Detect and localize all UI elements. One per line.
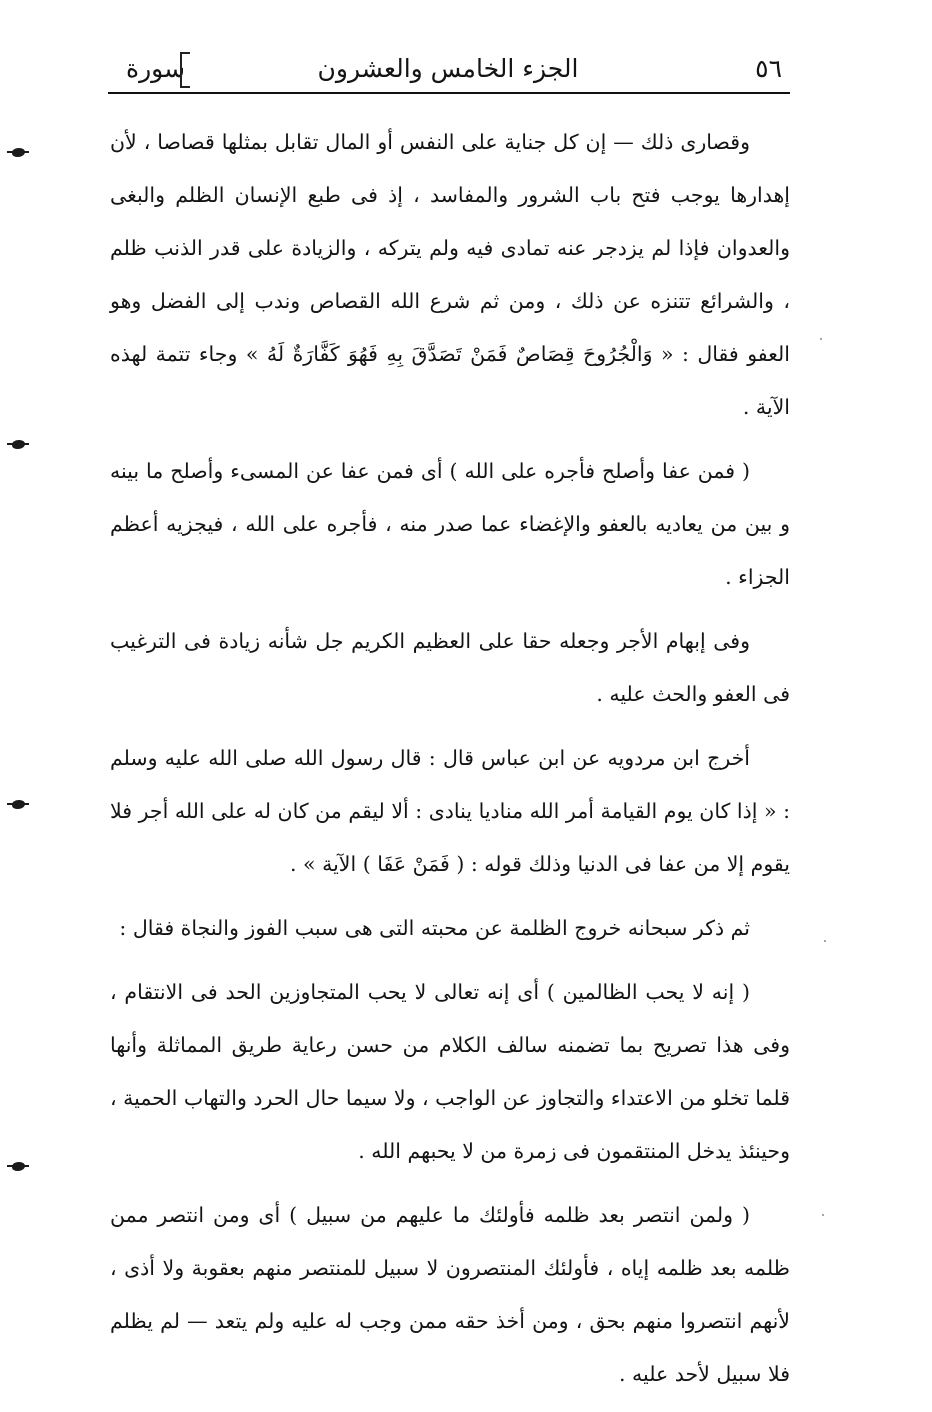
paragraph: وقصارى ذلك — إن كل جناية على النفس أو المال تقابل بمثلها قصاصا ، لأن إهدارها يوجب فتح باب الشرور والمفاسد ، إذ فى طبع الإنسان الظلم والبغى والعدوان فإذا لم يزدجر عنه تمادى فيه ولم يتركه ، والزيادة على قدر الذنب ظلم ، والشرائع تتنزه عن ذلك ، ومن ثم شرع الله القصاص وندب إلى الفضل وهو العفو فقال : « وَالْجُرُوحَ قِصَاصٌ فَمَنْ تَصَدَّقَ بِهِ فَهُوَ كَفَّارَةٌ لَهُ » وجاء تتمة لهذه الآية .	[110, 130, 790, 419]
page-header	[108, 46, 788, 94]
paragraph: ( إنه لا يحب الظالمين ) أى إنه تعالى لا يحب المتجاوزين الحد فى الانتقام ، وفى هذا تصريح بما تضمنه سالف الكلام من حسن رعاية طريق المماثلة وأنها قلما تخلو من الاعتداء والتجاوز عن الواجب ، ولا سيما حال الحرد والتهاب الحمية ، وحينئذ يدخل المنتقمون فى زمرة من لا يحبهم الله .	[110, 980, 790, 1163]
paragraph: أخرج ابن مردويه عن ابن عباس قال : قال رسول الله صلى الله عليه وسلم : « إذا كان يوم القيامة أمر الله مناديا ينادى : ألا ليقم من كان له على الله أجر فلا يقوم إلا من عفا فى الدنيا وذلك قوله : ( فَمَنْ عَفَا ) الآية » .	[110, 746, 790, 876]
paragraph: ( ولمن انتصر بعد ظلمه فأولئك ما عليهم من سبيل ) أى ومن انتصر ممن ظلمه بعد ظلمه إياه ، فأولئك المنتصرون لا سبيل للمنتصر منهم بعقوبة ولا أذى ، لأنهم انتصروا منهم بحق ، ومن أخذ حقه ممن وجب له عليه ولم يتعد — لم يظلم فلا سبيل لأحد عليه .	[110, 1203, 790, 1386]
binding-hole-mark	[12, 1162, 25, 1171]
page-number: ٥٦	[755, 54, 782, 83]
paragraph: ( فمن عفا وأصلح فأجره على الله ) أى فمن عفا عن المسىء وأصلح ما بينه و بين من يعاديه بالعفو والإغضاء عما صدر منه ، فأجره على الله ، فيجزيه أعظم الجزاء .	[110, 459, 790, 589]
binding-hole-mark	[12, 440, 25, 449]
paragraph: وفى إبهام الأجر وجعله حقا على العظيم الكريم جل شأنه زيادة فى الترغيب فى العفو والحث عليه .	[110, 629, 790, 706]
part-title: الجزء الخامس والعشرون	[317, 54, 579, 83]
header-divider	[108, 92, 790, 94]
binding-hole-mark	[12, 148, 25, 157]
surah-label: سورة	[126, 54, 186, 83]
scan-speck	[824, 940, 826, 942]
scan-speck	[822, 1214, 824, 1216]
scan-speck	[820, 338, 822, 340]
binding-hole-mark	[12, 800, 25, 809]
header-bracket	[180, 52, 190, 88]
page-body	[110, 116, 790, 1412]
paragraph: ثم ذكر سبحانه خروج الظلمة عن محبته التى هى سبب الفوز والنجاة فقال :	[119, 916, 750, 940]
